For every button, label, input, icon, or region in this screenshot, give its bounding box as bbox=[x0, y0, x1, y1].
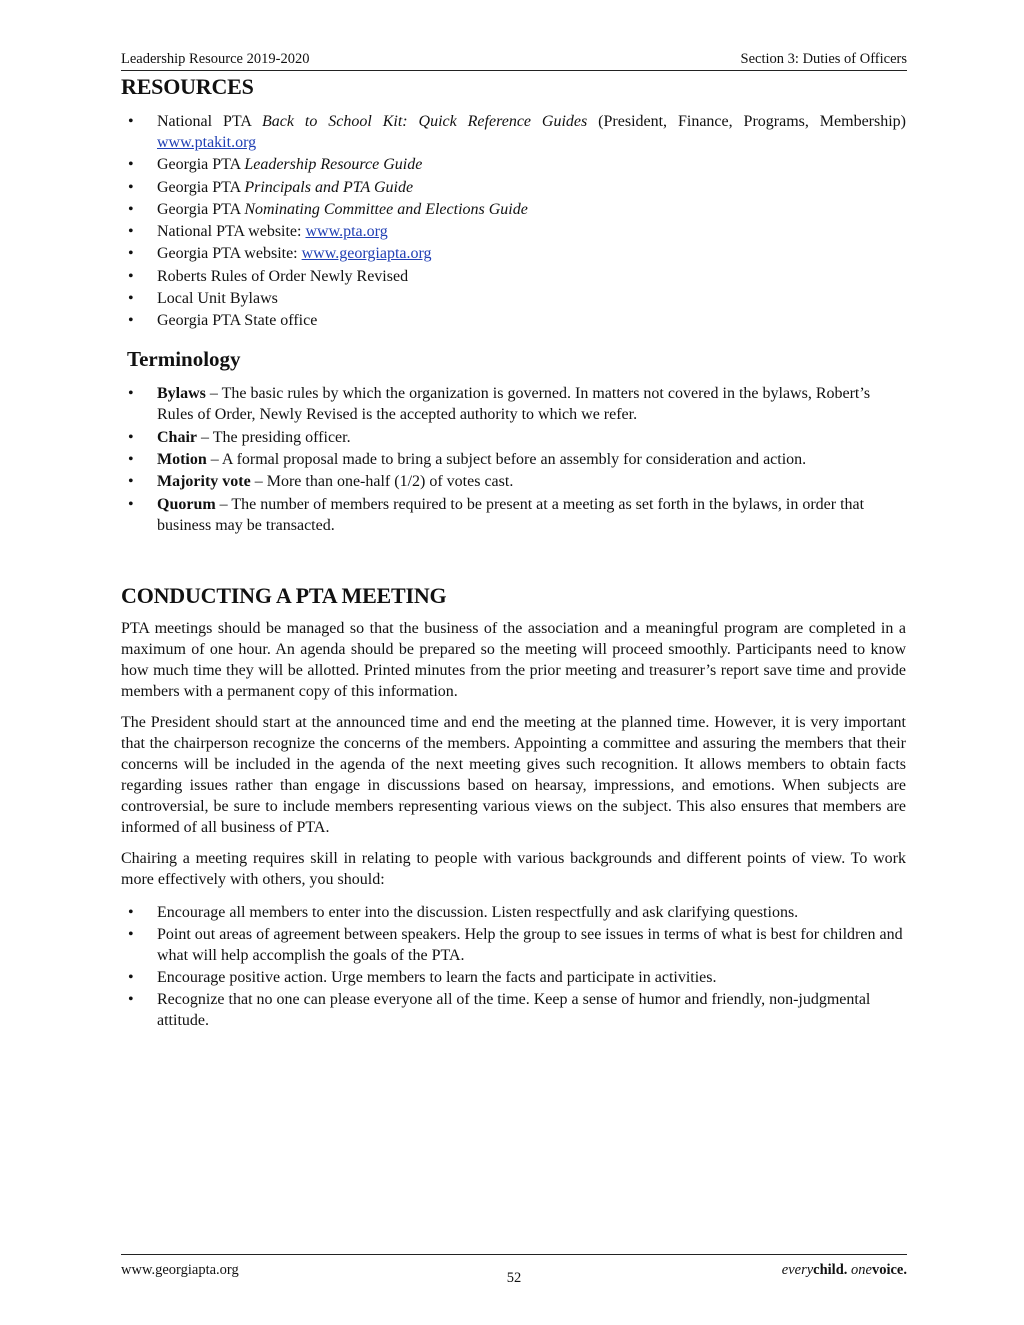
page-footer bbox=[121, 1254, 907, 1295]
list-item: • Georgia PTA State office bbox=[121, 310, 906, 331]
resources-list bbox=[121, 111, 906, 331]
list-item: • National PTA website: www.pta.org bbox=[121, 221, 906, 242]
header-title: Leadership Resource 2019-2020 bbox=[121, 51, 310, 67]
list-item: • Roberts Rules of Order Newly Revised bbox=[121, 266, 906, 287]
tip-item: • Recognize that no one can please everyone all of the time. Keep a sense of humor and friendly, non-judgmental attitude. bbox=[121, 989, 906, 1031]
pta-link[interactable]: www.pta.org bbox=[305, 223, 388, 241]
page-header bbox=[121, 50, 907, 71]
list-item: • Georgia PTA Leadership Resource Guide bbox=[121, 154, 906, 175]
resources-heading: RESOURCES bbox=[121, 74, 254, 99]
georgiapta-link[interactable]: www.georgiapta.org bbox=[301, 245, 432, 263]
list-item: • Local Unit Bylaws bbox=[121, 288, 906, 309]
meeting-paragraph-2: The President should start at the announced time and end the meeting at the planned time. However, it is very important that the chairperson recognize the concerns of the members. Appointing a committee and assuring the members that their concerns will be included in the agenda of the next meeting gives such recognition. It allows members to obtain facts regarding issues rather than engage in discussions based on hearsay, impressions, and emotions. When subjects are controversial, be sure to include members representing various views on the subject. This also ensures that members are informed of all business of PTA. bbox=[121, 713, 906, 836]
header-section: Section 3: Duties of Officers bbox=[740, 51, 907, 67]
term-item: • Bylaws – The basic rules by which the organization is governed. In matters not covered in the bylaws, Robert’s Rules of Order, Newly Revised is the accepted authority to which we refer. bbox=[121, 383, 906, 425]
terminology-heading: Terminology bbox=[127, 347, 241, 372]
page-number: 52 bbox=[506, 1270, 522, 1286]
tip-item: • Encourage positive action. Urge members to learn the facts and participate in activities. bbox=[121, 967, 906, 988]
meeting-heading: CONDUCTING A PTA MEETING bbox=[121, 582, 447, 608]
ptakit-link[interactable]: www.ptakit.org bbox=[157, 134, 257, 151]
term-item: • Chair – The presiding officer. bbox=[121, 427, 906, 448]
list-item: • Georgia PTA Nominating Committee and Elections Guide bbox=[121, 199, 906, 220]
meeting-paragraph-3: Chairing a meeting requires skill in relating to people with various backgrounds and different points of view. To work more effectively with others, you should: bbox=[121, 849, 906, 888]
term-item: • Majority vote – More than one-half (1/2) of votes cast. bbox=[121, 471, 906, 492]
meeting-paragraph-1: PTA meetings should be managed so that the business of the association and a meaningful program are completed in a maximum of one hour. An agenda should be prepared so the meeting will proceed smoothly. Participants need to know how much time they will be allotted. Printed minutes from the prior meeting and treasurer’s report save time and provide members with a permanent copy of this information. bbox=[121, 619, 906, 700]
term-item: • Quorum – The number of members required to be present at a meeting as set forth in the bylaws, in order that business may be transacted. bbox=[121, 494, 906, 536]
list-item: • Georgia PTA Principals and PTA Guide bbox=[121, 177, 906, 198]
list-item: • National PTA Back to School Kit: Quick Reference Guides (President, Finance, Programs, Membership) www.ptakit.org bbox=[121, 111, 906, 153]
footer-tagline: everychild. onevoice. bbox=[781, 1262, 907, 1278]
footer-website: www.georgiapta.org bbox=[121, 1262, 239, 1278]
tip-item: • Point out areas of agreement between speakers. Help the group to see issues in terms of what is best for children and what will help accomplish the goals of the PTA. bbox=[121, 924, 906, 966]
list-item: • Georgia PTA website: www.georgiapta.org bbox=[121, 243, 906, 264]
term-item: • Motion – A formal proposal made to bring a subject before an assembly for consideration and action. bbox=[121, 449, 906, 470]
page-content bbox=[121, 73, 906, 1033]
terminology-list bbox=[121, 383, 906, 535]
meeting-tips-list bbox=[121, 902, 906, 1032]
tip-item: • Encourage all members to enter into the discussion. Listen respectfully and ask clarifying questions. bbox=[121, 902, 906, 923]
